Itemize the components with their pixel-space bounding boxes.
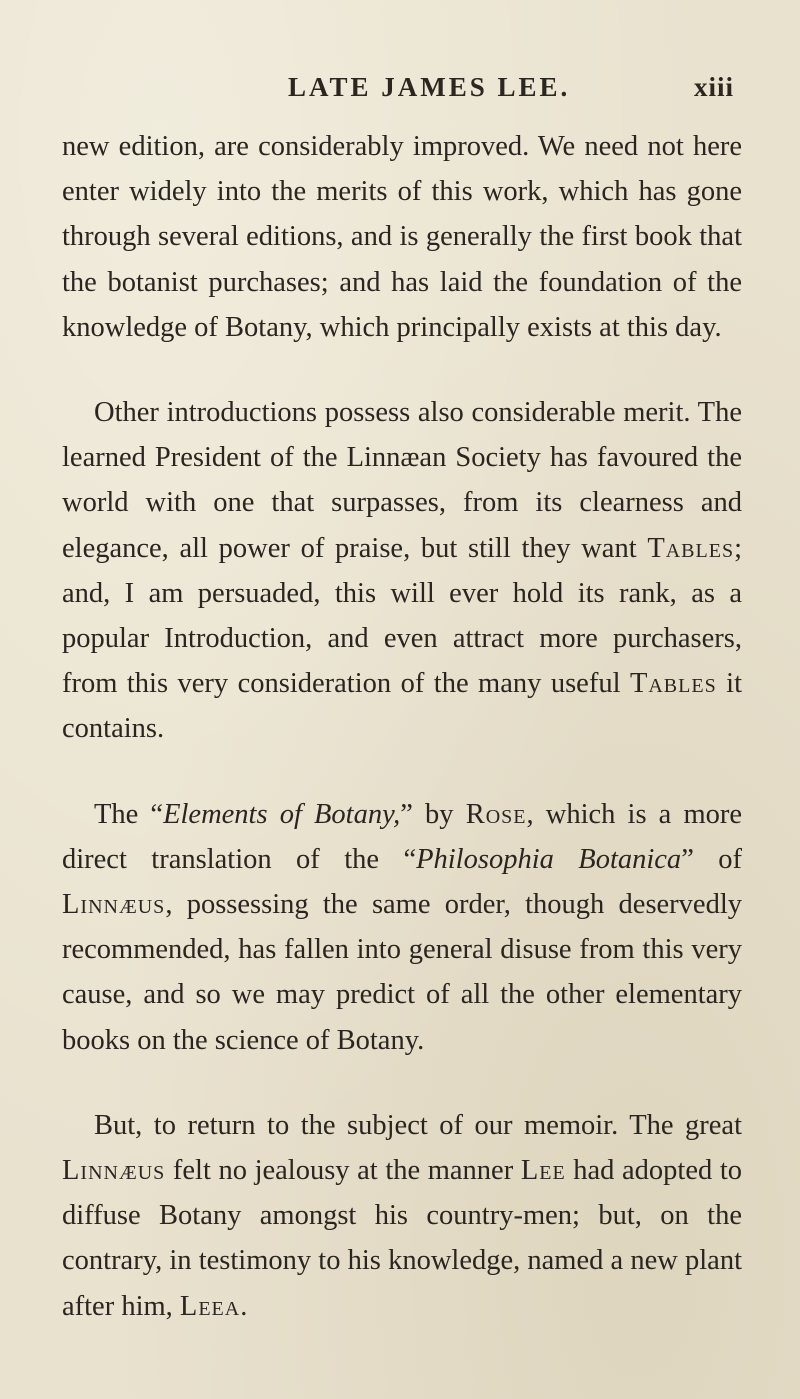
text-segment-smallcaps: Linnæus [62, 1155, 166, 1187]
paragraph-1 [62, 124, 742, 350]
text-segment-italic: Philosophia Botanica [416, 843, 682, 875]
page-number: xiii [694, 72, 735, 102]
text-segment: Other introductions possess also considerable merit. The learned President of the Linnæan Society has favoured the world with one that surpasses, from its clearness and elegance, all power of praise, but still they want [62, 397, 742, 564]
text-segment: , which is a more direct translation of the “ [62, 798, 743, 875]
text-segment: ; and, I am persuaded, this will ever hold its rank, as a popular Introduction, and even attract more purchasers, from this very consideration of the many useful [62, 532, 742, 700]
text-segment-smallcaps: Lee [520, 1155, 566, 1187]
paragraph-4 [62, 1103, 742, 1329]
paragraph-2 [62, 390, 742, 752]
text-segment: it contains. [62, 668, 742, 745]
text-segment-smallcaps: Rose [465, 798, 527, 830]
text-segment: , possessing the same order, though deservedly recommended, has fallen into general disuse from this very cause, and so we may predict of all the other elementary books on the science of Botany. [62, 889, 742, 1056]
text-segment: had adopted to diffuse Botany amongst his country-men; but, on the contrary, in testimony to his knowledge, named a new plant after him, [62, 1155, 742, 1322]
text-segment-smallcaps: Tables [629, 668, 717, 700]
running-title: LATE JAMES LEE. [288, 72, 571, 102]
text-segment: felt no jealousy at the manner [165, 1155, 521, 1187]
text-segment-smallcaps: Linnæus [62, 889, 166, 921]
text-segment-italic: Elements of Botany, [163, 798, 401, 830]
paragraph-3 [62, 792, 742, 1063]
body-text [62, 124, 742, 1329]
text-segment: The “ [94, 798, 164, 830]
text-segment: ” of [681, 843, 743, 875]
text-segment: But, to return to the subject of our memoir. The great [94, 1109, 742, 1141]
running-head [0, 72, 800, 112]
text-segment: new edition, are considerably improved. We need not here enter widely into the merits of this work, which has gone through several editions, and is generally the first book that the botanist purchases; and has laid the foundation of the knowledge of Botany, which principally exists at this day. [62, 131, 742, 343]
text-segment-smallcaps: Leea. [179, 1290, 249, 1322]
text-segment-smallcaps: Tables [647, 532, 735, 564]
text-segment: ” by [400, 798, 466, 830]
